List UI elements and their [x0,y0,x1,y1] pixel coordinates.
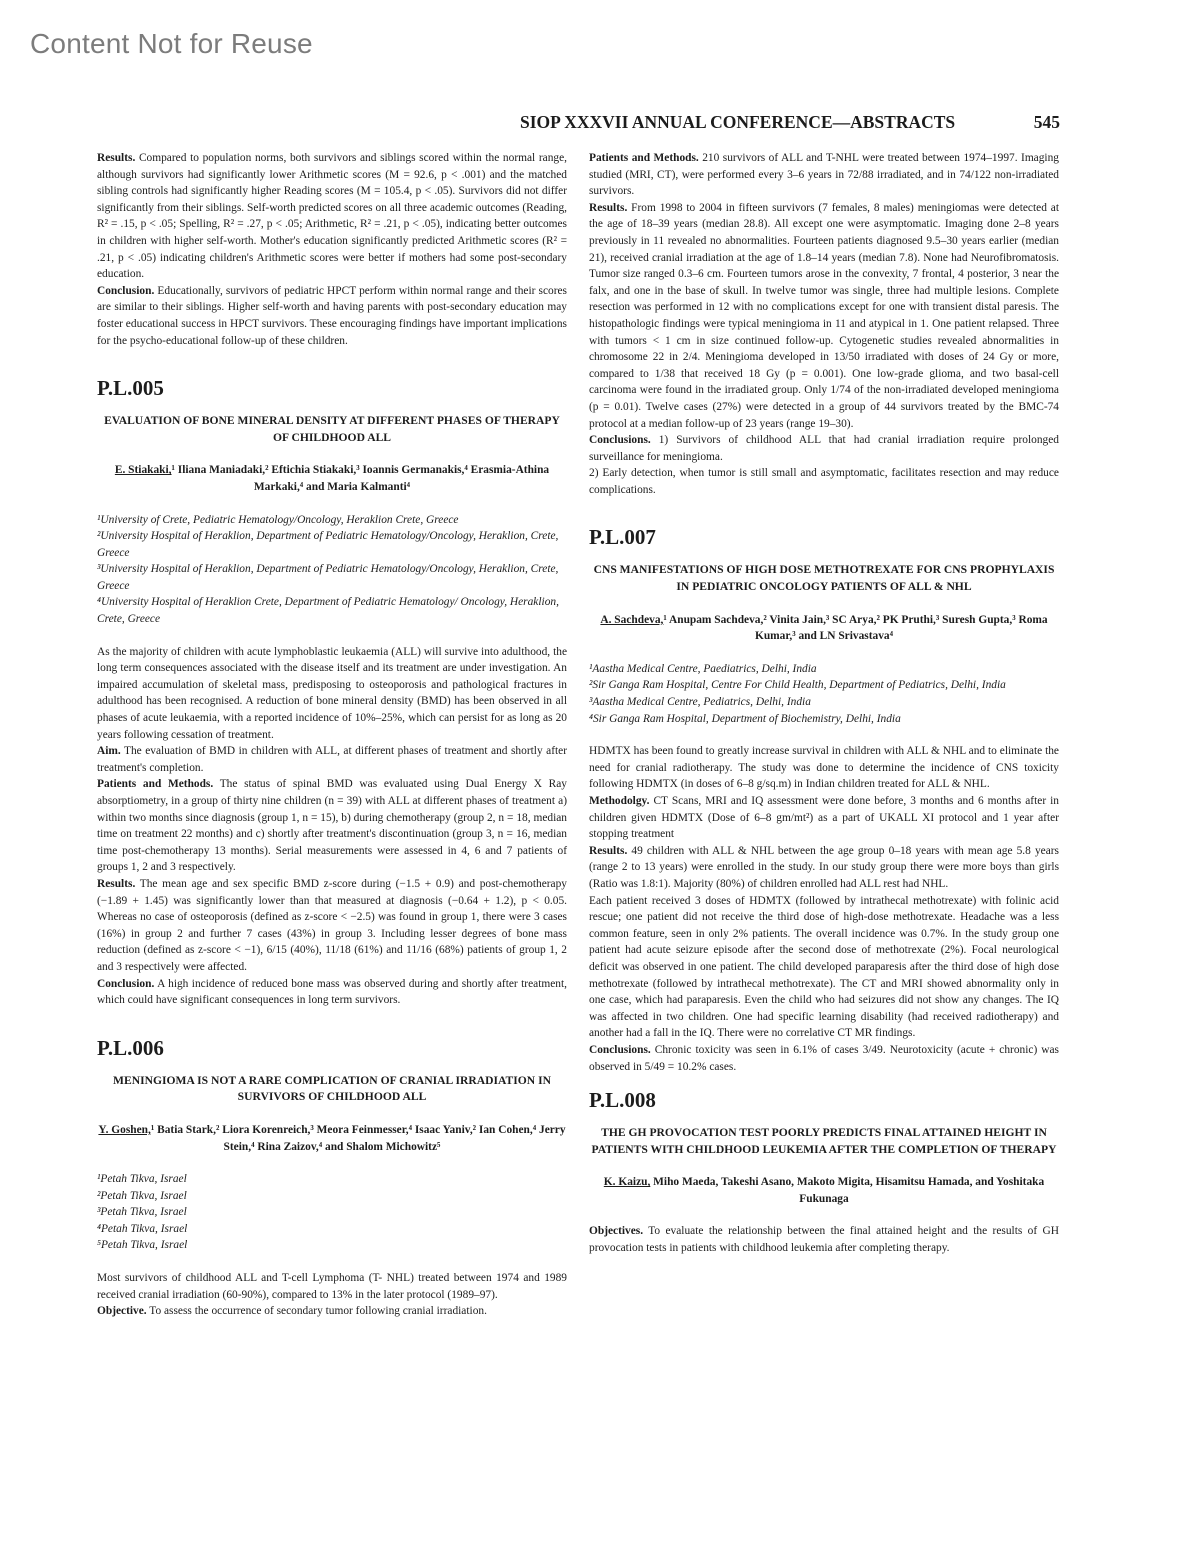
section-label: Patients and Methods. [589,152,699,164]
paragraph-text: The status of spinal BMD was evaluated using Dual Energy X Ray absorptiometry, in a group of thirty nine children (n = 39) with ALL at different phases of treatment a) within two months since diagnosis (group 1, n = 15), b) during chemotherapy (group 2, n = 18, median time on treatment 22 months) and c) shortly after treatment's discontinuation (group 3, n = 16, median time post-chemotherapy 13 months). Serial measurements were assessed in 4, 6 and 7 patients of groups 1, 2 and 3 respectively. [97,778,567,874]
abstract-paragraph [97,743,567,776]
paragraph-text: To evaluate the relationship between the final attained height and the results of GH provocation tests in patients with childhood leukemia after completing therapy. [589,1225,1059,1255]
co-authors: Miho Maeda, Takeshi Asano, Makoto Migita, Hisamitsu Hamada, and Yoshitaka Fukunaga [650,1176,1045,1205]
section-label: Objective. [97,1305,147,1318]
abstract-paragraph [97,876,567,976]
affiliation: ⁵Petah Tikva, Israel [97,1239,188,1252]
journal-section-title: SIOP XXXVII ANNUAL CONFERENCE—ABSTRACTS [520,112,956,132]
paragraph-text: The mean age and sex specific BMD z-score during (−1.5 + 0.9) and post-chemotherapy (−1.89 + 1.45) was significantly lower than that measured at diagnosis (−0.64 + 1.2), p < 0.05. Whereas no case of osteoporosis (defined as z-score < −2.5) was found in group 1, there were 3 cases (16%) in group 2 and further 7 cases (43%) in group 3. Including lesser degrees of bone mass reduction (defined as z-score < −1), 6/15 (40%), 11/18 (61%) and 11/16 (68%) patients of group 1, 2 and 3 respectively were affected. [97,877,567,973]
abstract-code: P.L.005 [97,376,164,401]
abstract-paragraph [589,200,1059,432]
abstract-paragraph [589,793,1059,843]
affiliation: ²Sir Ganga Ram Hospital, Centre For Child Health, Department of Pediatrics, Delhi, India [589,679,1006,692]
affiliation: ²University Hospital of Heraklion, Department of Pediatric Hematology/Oncology, Heraklion, Crete, Greece [97,530,559,559]
presenting-author: Y. Goshen, [98,1123,151,1136]
watermark: Content Not for Reuse [30,28,313,59]
section-label: Objectives. [589,1225,644,1238]
author-list [589,1174,1059,1207]
affiliation: ³Petah Tikva, Israel [97,1206,187,1219]
paragraph-text: CT Scans, MRI and IQ assessment were done before, 3 months and 6 months after in children given HDMTX (Dose of 6–8 gm/mt²) as a part of UKALL XI protocol and 1 year after stopping treatment [589,795,1059,841]
presenting-author: A. Sachdeva, [600,613,664,626]
section-label: Conclusions. [589,1043,651,1056]
affiliation: ⁴Sir Ganga Ram Hospital, Department of Biochemistry, Delhi, India [589,712,901,725]
abstract-paragraph: Most survivors of childhood ALL and T-cell Lymphoma (T- NHL) treated between 1974 and 1989 received cranial irradiation (60-90%), compared to 13% in the later protocol (1989–97). [97,1272,567,1301]
paragraph-text: The evaluation of BMD in children with ALL, at different phases of treatment and shortly after treatment's completion. [97,745,567,774]
paragraph-text: Chronic toxicity was seen in 6.1% of cases 3/49. Neurotoxicity (acute + chronic) was observed in 5/49 = 10.2% cases. [589,1043,1059,1073]
affiliation: ⁴Petah Tikva, Israel [97,1222,188,1235]
abstract-paragraph [97,776,567,876]
abstract-title: CNS MANIFESTATIONS OF HIGH DOSE METHOTREXATE FOR CNS PROPHYLAXIS IN PEDIATRIC ONCOLOGY PATIENTS OF ALL & NHL [593,563,1055,594]
paragraph-text: To assess the occurrence of secondary tumor following cranial irradiation. [146,1305,487,1318]
section-label: Conclusion. [97,977,155,990]
section-label: Methodolgy. [589,795,650,807]
affiliation: ³University Hospital of Heraklion, Department of Pediatric Hematology/Oncology, Heraklion, Crete, Greece [97,563,559,592]
abstract-paragraph [589,432,1059,465]
abstract-paragraph [589,1042,1059,1075]
abstract-paragraph: 2) Early detection, when tumor is still small and asymptomatic, facilitates resection and may reduce complications. [589,467,1059,496]
affiliation: ¹Aastha Medical Centre, Paediatrics, Delhi, India [589,662,817,675]
co-authors: ¹ Anupam Sachdeva,² Vinita Jain,³ SC Arya,² PK Pruthi,³ Suresh Gupta,³ Roma Kumar,³ and LN Srivastava⁴ [663,613,1048,643]
paragraph-text: 1) Survivors of childhood ALL that had cranial irradiation require prolonged surveillance for meningioma. [589,434,1059,463]
abstract-paragraph: HDMTX has been found to greatly increase survival in children with ALL & NHL and to eliminate the need for cranial radiotherapy. The study was done to determine the incidence of CNS toxicity following HDMTX (in doses of 6–8 g/sq.m) in Indian children treated for ALL & NHL. [589,745,1059,791]
paragraph-text: 210 survivors of ALL and T-NHL were treated between 1974–1997. Imaging studied (MRI, CT), were performed every 3–6 years in 72/88 irradiated, and in 74/122 non-irradiated survivors. [589,152,1059,198]
paragraph-text: From 1998 to 2004 in fifteen survivors (7 females, 8 males) meningiomas were detected at the age of 18–39 years (median 28.8). All except one were asymptomatic. Imaging done 2–8 years previously in 11 revealed no abnormalities. Fourteen patients diagnosed 9.5–30 years earlier (median 21), received cranial irradiation at the age of 1.8–14 years (median 7.8). None had Neurofibromatosis. Tumor size ranged 0.3–6 cm. Fourteen tumors arose in the convexity, 7 frontal, 4 posterior, 3 near the falx, and one in the base of skull. In twelve tumor was single, three had multiple lesions. Complete resection was performed in 12 with no complications except for one with transient distal paresis. The histopathologic findings were typical meningioma in 11 and atypical in 1. One patient relapsed. Three with tumors < 1 cm in size continued follow-up. Cytogenetic studies revealed abnormalities in chromosome 22 in 2/4. Meningioma developed in 13/50 irradiated with doses of 24 Gy or more, compared to 1/38 that received 18 Gy (p = 0.001). One low-grade glioma, and two basal-cell carcinoma were found in the irradiated group. Only 1/74 of the non-irradiated developed meningioma (p = 0.01). Twelve cases (27%) were detected in a group of 44 survivors treated by the BMC-74 protocol at a median follow-up of 23 years (range 19–30). [589,201,1059,430]
abstract-paragraph [589,1223,1059,1256]
section-label: Results. [97,152,136,164]
abstract-code: P.L.006 [97,1035,164,1060]
presenting-author: K. Kaizu, [603,1176,651,1189]
co-authors: ¹ Iliana Maniadaki,² Eftichia Stiakaki,³ Ioannis Germanakis,⁴ Erasmia-Athina Markaki,⁴ and Maria Kalmanti⁴ [171,464,550,493]
abstract-title: EVALUATION OF BONE MINERAL DENSITY AT DIFFERENT PHASES OF THERAPY OF CHILDHOOD ALL [104,414,560,444]
affiliation: ⁴University Hospital of Heraklion Crete, Department of Pediatric Hematology/ Oncology, Heraklion, Crete, Greece [97,596,559,626]
abstract-paragraph: Each patient received 3 doses of HDMTX (followed by intrathecal methotrexate) with folinic acid rescue; one patient did not receive the third dose of high-dose methotrexate. Headache was a less common feature, seen in only 2% patients. The overall incidence was 0.7%. In the study group one patient had acute seizure episode after the second dose of methotrexate (2%). Focal neurological deficit was observed in one patient. The child developed paraparesis after the third dose of high dose methotrexate (followed by intrathecal methotrexate). The CT and MRI showed abnormality only in one case, which had paraparesis. Even the child who had seizures did not show any changes. The IQ was affected in two children. One had specific learning disability (had received radiotherapy) and another had a fall in the IQ. There were no correlative CT MR findings. [589,894,1059,1040]
affiliation: ¹University of Crete, Pediatric Hematology/Oncology, Heraklion Crete, Greece [97,513,459,526]
section-label: Results. [589,201,628,214]
section-label: Conclusions. [589,434,651,447]
abstract-paragraph [589,150,1059,200]
paragraph-text: A high incidence of reduced bone mass was observed during and shortly after treatment, which could have significant consequences in long term survivors. [97,977,567,1007]
section-label: Conclusion. [97,284,155,297]
presenting-author: E. Stiakaki, [114,464,172,477]
section-label: Results. [97,877,136,890]
paragraph-text: 49 children with ALL & NHL between the age group 0–18 years with mean age 5.8 years (range 2 to 13 years) were enrolled in the study. In our study group there were more boys than girls (Ratio was 1.8:1). Majority (80%) of children enrolled had ALL rest had NHL. [589,844,1059,890]
left-column [97,150,567,1320]
affiliation: ²Petah Tikva, Israel [97,1189,187,1202]
paragraph-text: Compared to population norms, both survivors and siblings scored within the normal range, although survivors had significantly lower Arithmetic scores (M = 92.6, p < .001) and the matched sibling controls had significantly higher Reading scores (M = 105.4, p < .05). Survivors did not differ significantly from their siblings. Self-worth predicted scores on all three academic outcomes (Reading, R² = .15, p < .05; Spelling, R² = .27, p < .05; Arithmetic, R² = .21, p < .05), indicating better outcomes in children with higher self-worth. Mother's education significantly predicted Arithmetic scores (R² = .21, p < .05) indicating children's Arithmetic scores were better if mothers had some post-secondary education. [97,152,567,281]
right-column [589,150,1059,1257]
author-list [589,612,1059,645]
paragraph-text: Educationally, survivors of pediatric HPCT perform within normal range and their scores are similar to their siblings. Higher self-worth and having parents with post-secondary education may foster educational success in HPCT survivors. These encouraging findings have important implications for the psycho-educational follow-up of these children. [97,284,567,347]
page-number: 545 [1033,112,1060,132]
abstract-title: THE GH PROVOCATION TEST POORLY PREDICTS FINAL ATTAINED HEIGHT IN PATIENTS WITH CHILDHOOD LEUKEMIA AFTER THE COMPLETION OF THERAPY [591,1126,1057,1156]
abstract-paragraph [97,1303,567,1320]
abstract-code: P.L.007 [589,525,656,550]
author-list [97,462,567,495]
running-head [520,112,1060,133]
affiliation: ¹Petah Tikva, Israel [97,1173,187,1186]
affiliation: ³Aastha Medical Centre, Pediatrics, Delhi, India [589,696,811,709]
author-list [97,1122,567,1155]
abstract-paragraph [97,150,567,283]
section-label: Results. [589,844,628,857]
section-label: Patients and Methods. [97,778,214,791]
section-label: Aim. [97,745,121,758]
abstract-code: P.L.008 [589,1088,656,1113]
abstract-paragraph [97,283,567,349]
abstract-paragraph: As the majority of children with acute lymphoblastic leukaemia (ALL) will survive into adulthood, the long term consequences associated with the disease itself and its treatment are under investigation. An impaired accumulation of skeletal mass, predisposing to osteoporosis and pathological fractures in adulthood has been recognised. A reduction of bone mineral density (BMD) has been observed in all phases of acute leukaemia, with a reported incidence of 10%–25%, which can persist for as long as 20 years following cessation of treatment. [97,645,567,741]
abstract-paragraph [589,843,1059,893]
abstract-paragraph [97,976,567,1009]
abstract-title: MENINGIOMA IS NOT A RARE COMPLICATION OF CRANIAL IRRADIATION IN SURVIVORS OF CHILDHOOD ALL [113,1073,551,1104]
co-authors: ¹ Batia Stark,² Liora Korenreich,³ Meora Feinmesser,⁴ Isaac Yaniv,² Ian Cohen,⁴ Jerry Stein,⁴ Rina Zaizov,⁴ and Shalom Michowitz⁵ [150,1123,566,1153]
